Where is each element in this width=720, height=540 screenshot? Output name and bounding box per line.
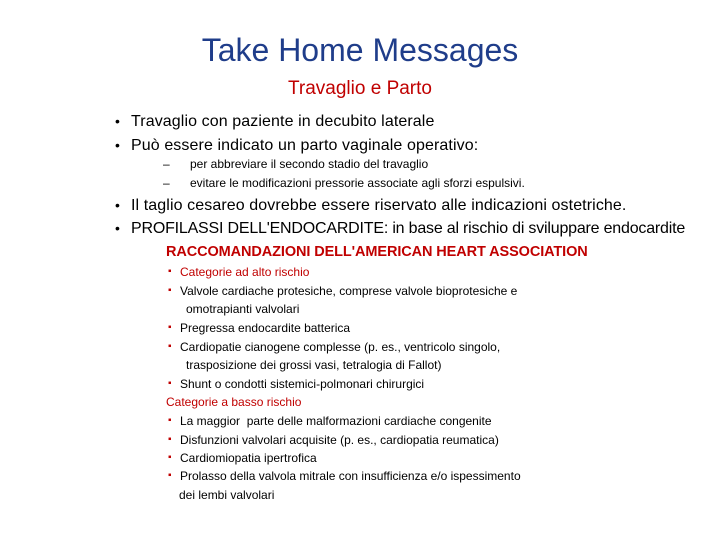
list-item-text: Cardiopatie cianogene complesse (p. es., ventricolo singolo, (180, 340, 501, 354)
list-item-text: Valvole cardiache protesiche, comprese valvole bioprotesiche e (180, 284, 518, 298)
dash-icon: – (163, 157, 170, 171)
bullet-icon: ▪ (168, 322, 172, 333)
bullet-icon: • (115, 197, 120, 213)
list-item-text: Disfunzioni valvolari acquisite (p. es., cardiopatia reumatica) (180, 433, 499, 447)
aha-heading: RACCOMANDAZIONI DELL'AMERICAN HEART ASSOCIATION (166, 244, 588, 260)
bullet-icon: ▪ (168, 266, 172, 277)
list-item-text: Shunt o condotti sistemici-polmonari chirurgici (180, 377, 425, 391)
list-item-text: omotrapianti valvolari (186, 302, 300, 316)
bullet-icon: ▪ (168, 470, 172, 481)
bullet-icon: ▪ (168, 378, 172, 389)
sub-bullet-text: evitare le modificazioni pressorie associate agli sforzi espulsivi. (190, 176, 525, 190)
bullet-icon: ▪ (168, 341, 172, 352)
bullet-text: Travaglio con paziente in decubito laterale (131, 113, 435, 130)
bullet-icon: ▪ (168, 415, 172, 426)
list-item-text: La maggior parte delle malformazioni cardiache congenite (180, 414, 492, 428)
list-item-text: Cardiomiopatia ipertrofica (180, 451, 317, 465)
bullet-text: Può essere indicato un parto vaginale operativo: (131, 137, 479, 154)
list-item-text: trasposizione dei grossi vasi, tetralogia di Fallot) (186, 358, 442, 372)
sub-bullet-text: per abbreviare il secondo stadio del travaglio (190, 157, 429, 171)
bullet-icon: • (115, 220, 120, 236)
bullet-icon: • (115, 137, 120, 153)
bullet-icon: ▪ (168, 452, 172, 463)
slide-subtitle: Travaglio e Parto (288, 78, 432, 99)
list-item-text: Prolasso della valvola mitrale con insufficienza e/o ispessimento (180, 469, 521, 483)
bullet-text: Il taglio cesareo dovrebbe essere riservato alle indicazioni ostetriche. (131, 197, 627, 214)
bullet-text: PROFILASSI DELL'ENDOCARDITE: in base al rischio di sviluppare endocardite (131, 220, 686, 237)
dash-icon: – (163, 176, 170, 190)
list-item-text: Pregressa endocardite batterica (180, 321, 351, 335)
bullet-icon: • (115, 113, 120, 129)
high-risk-heading-text: Categorie ad alto rischio (180, 265, 310, 279)
bullet-icon: ▪ (168, 434, 172, 445)
slide-title: Take Home Messages (201, 32, 519, 68)
bullet-icon: ▪ (168, 285, 172, 296)
low-risk-heading: Categorie a basso rischio (166, 395, 302, 409)
list-item-text: dei lembi valvolari (179, 488, 275, 502)
